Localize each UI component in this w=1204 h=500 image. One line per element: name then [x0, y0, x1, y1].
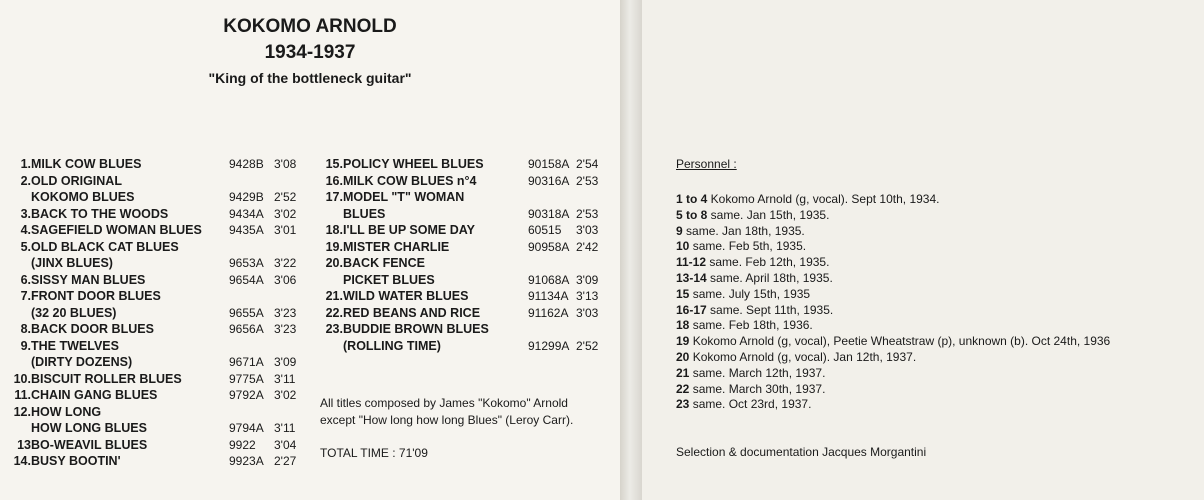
personnel-details: Kokomo Arnold (g, vocal), Peetie Wheatstraw (p), unknown (b). Oct 24th, 1936: [689, 334, 1111, 349]
track-catalog: 9653A: [229, 256, 264, 270]
track-catalog: 9654A: [229, 272, 264, 287]
track-catalog: 9794A: [229, 421, 264, 435]
track-number: 20.: [325, 256, 343, 270]
track-title: [13, 453, 121, 470]
personnel-entry: [676, 318, 1110, 334]
track-catalog: 90958A: [528, 239, 570, 254]
personnel-details: same. Oct 23rd, 1937.: [689, 397, 812, 412]
track-title: [20, 173, 135, 206]
personnel-entry: [676, 350, 1110, 366]
track-duration: 2'52: [274, 190, 297, 204]
track-catalog: 91162A: [528, 305, 569, 320]
track-title-line: SAGEFIELD WOMAN BLUES: [31, 223, 202, 237]
personnel-entry: [676, 255, 1110, 271]
track-catalog: 90318A: [528, 206, 570, 221]
track-catalog: 60515: [528, 223, 562, 237]
personnel-entry: [676, 334, 1110, 350]
track-duration: 3'02: [274, 388, 297, 402]
personnel-entry: [676, 397, 1110, 413]
track-number: 11.: [14, 388, 31, 402]
composer-note: [320, 395, 573, 429]
track-title: [325, 189, 465, 222]
track-title-line: MODEL "T" WOMAN: [343, 190, 465, 204]
track-title-line: BACK TO THE WOODS: [31, 206, 169, 221]
personnel-list: [676, 192, 1110, 413]
track-title-line: WILD WATER BLUES: [343, 289, 469, 303]
personnel-entry: [676, 208, 1110, 224]
track-title-line: FRONT DOOR BLUES: [31, 289, 161, 303]
personnel-entry: [676, 239, 1110, 255]
personnel-entry: [676, 366, 1110, 382]
album-subtitle: "King of the bottleneck guitar": [208, 70, 412, 86]
track-catalog: 9434A: [229, 206, 264, 221]
track-title: [20, 288, 161, 321]
personnel-tracks: 19: [676, 334, 690, 349]
track-duration: 2'42: [576, 239, 599, 254]
track-title: [13, 404, 147, 437]
track-title-line: BISCUIT ROLLER BLUES: [31, 371, 182, 386]
track-duration: 3'11: [274, 371, 296, 386]
personnel-entry: [676, 224, 1110, 240]
track-number: 10.: [13, 371, 31, 386]
personnel-details: same. Feb 5th, 1935.: [689, 239, 807, 254]
track-number: 12.: [13, 404, 31, 419]
track-title: [325, 288, 469, 305]
track-title-line: (32 20 BLUES): [31, 305, 117, 320]
track-title-line: (DIRTY DOZENS): [31, 355, 133, 369]
personnel-entry: [676, 382, 1110, 398]
personnel-tracks: 10: [676, 239, 690, 254]
track-title-line: BO-WEAVIL BLUES: [31, 437, 148, 452]
track-title-line: HOW LONG: [31, 404, 102, 419]
track-duration: 2'54: [576, 157, 599, 171]
track-catalog: 9655A: [229, 305, 264, 320]
track-catalog: 9923A: [229, 454, 264, 468]
track-title: [325, 156, 484, 173]
track-title: [17, 437, 148, 454]
track-title: [20, 156, 142, 173]
track-title: [325, 255, 435, 288]
personnel-tracks: 9: [676, 223, 683, 238]
track-number: 7.: [20, 289, 31, 303]
personnel-tracks: 13-14: [676, 270, 707, 285]
track-catalog: 90316A: [528, 173, 570, 188]
track-title-line: PICKET BLUES: [343, 272, 435, 287]
track-duration: 3'02: [274, 206, 297, 221]
track-number: 23.: [325, 322, 343, 336]
track-number: 19.: [325, 239, 343, 254]
personnel-details: same. Sept 11th, 1935.: [706, 302, 834, 317]
track-title: [20, 222, 202, 239]
track-title: [20, 338, 133, 371]
track-catalog: 9428B: [229, 157, 264, 171]
track-title-line: BACK DOOR BLUES: [31, 322, 154, 336]
personnel-details: Kokomo Arnold (g, vocal). Sept 10th, 1934.: [707, 192, 940, 206]
track-title-line: (JINX BLUES): [31, 256, 113, 270]
track-duration: 2'52: [576, 338, 599, 353]
track-title: [325, 305, 481, 322]
track-number: 18.: [325, 223, 343, 237]
track-catalog: 9775A: [229, 371, 264, 386]
track-title: [20, 206, 169, 223]
track-title-line: BACK FENCE: [343, 256, 425, 270]
track-duration: 3'09: [576, 272, 599, 287]
track-title: [20, 272, 146, 289]
track-number: 17.: [325, 190, 343, 204]
personnel-details: same. Jan 18th, 1935.: [682, 223, 805, 238]
personnel-tracks: 16-17: [676, 302, 707, 317]
album-title: KOKOMO ARNOLD: [223, 16, 397, 37]
track-title: [20, 239, 179, 272]
track-title-line: SISSY MAN BLUES: [31, 272, 146, 287]
personnel-details: same. July 15th, 1935: [689, 286, 811, 301]
track-title-line: BUDDIE BROWN BLUES: [343, 322, 489, 336]
personnel-details: same. March 30th, 1937.: [689, 381, 826, 396]
track-title-line: POLICY WHEEL BLUES: [343, 157, 484, 171]
track-number: 22.: [325, 305, 343, 320]
personnel-entry: [676, 192, 1110, 208]
track-title: [13, 371, 182, 388]
track-duration: 3'13: [576, 289, 599, 303]
track-number: 9.: [20, 338, 31, 353]
personnel-tracks: 22: [676, 381, 690, 396]
personnel-tracks: 20: [676, 349, 690, 364]
track-catalog: 9792A: [229, 388, 264, 402]
track-number: 15.: [325, 157, 343, 171]
track-duration: 2'53: [576, 173, 599, 188]
personnel-details: same. Jan 15th, 1935.: [707, 207, 830, 222]
personnel-entry: [676, 271, 1110, 287]
track-title: [14, 387, 158, 404]
track-duration: 3'11: [274, 421, 296, 435]
track-title-line: MISTER CHARLIE: [343, 239, 450, 254]
track-duration: 3'08: [274, 157, 297, 171]
track-title: [325, 173, 477, 190]
page-gutter: [620, 0, 642, 500]
track-title: [325, 239, 450, 256]
track-number: 2.: [20, 173, 31, 188]
track-title-line: (ROLLING TIME): [343, 338, 441, 353]
track-number: 21.: [325, 289, 343, 303]
track-number: 14.: [13, 454, 31, 468]
track-number: 13: [17, 437, 31, 452]
track-catalog: 91134A: [528, 289, 569, 303]
personnel-tracks: 23: [676, 397, 690, 412]
track-title-line: OLD ORIGINAL: [31, 173, 122, 188]
track-catalog: 9671A: [229, 355, 264, 369]
track-number: 1.: [20, 157, 31, 171]
track-duration: 2'53: [576, 206, 599, 221]
track-title-line: BLUES: [343, 206, 386, 221]
personnel-entry: [676, 303, 1110, 319]
track-number: 6.: [20, 272, 31, 287]
personnel-heading: Personnel :: [676, 157, 737, 171]
track-catalog: 9435A: [229, 223, 264, 237]
track-title-line: THE TWELVES: [31, 338, 119, 353]
personnel-tracks: 1 to 4: [676, 192, 708, 206]
track-title-line: CHAIN GANG BLUES: [31, 388, 158, 402]
personnel-details: same. Feb 12th, 1935.: [706, 255, 830, 270]
track-catalog: 90158A: [528, 157, 570, 171]
track-title-line: KOKOMO BLUES: [31, 190, 135, 204]
track-title-line: MILK COW BLUES n°4: [343, 173, 477, 188]
track-duration: 2'27: [274, 454, 297, 468]
track-title: [325, 222, 475, 239]
personnel-tracks: 15: [676, 286, 690, 301]
personnel-tracks: 18: [676, 318, 690, 333]
track-catalog: 91068A: [528, 272, 570, 287]
track-title-line: RED BEANS AND RICE: [343, 305, 481, 320]
personnel-tracks: 11-12: [676, 255, 707, 270]
track-number: 3.: [20, 206, 31, 221]
track-duration: 3'01: [274, 223, 297, 237]
track-catalog: 9922: [229, 437, 256, 452]
track-catalog: 9429B: [229, 190, 264, 204]
track-duration: 3'04: [274, 437, 297, 452]
track-duration: 3'09: [274, 355, 297, 369]
composer-note-line-2: except "How long how long Blues" (Leroy Carr).: [320, 413, 574, 427]
personnel-details: same. March 12th, 1937.: [689, 365, 826, 380]
track-number: 16.: [325, 173, 343, 188]
personnel-details: same. Feb 18th, 1936.: [689, 318, 813, 333]
track-duration: 3'23: [274, 305, 297, 320]
track-number: 8.: [20, 322, 31, 336]
track-title-line: I'LL BE UP SOME DAY: [343, 223, 475, 237]
personnel-entry: [676, 287, 1110, 303]
track-title-line: HOW LONG BLUES: [31, 421, 147, 435]
track-duration: 3'22: [274, 256, 297, 270]
track-duration: 3'23: [274, 322, 297, 336]
track-number: 4.: [20, 223, 31, 237]
composer-note-line-1: All titles composed by James "Kokomo" Arnold: [320, 396, 568, 410]
track-catalog: 91299A: [528, 338, 570, 353]
track-title: [20, 321, 154, 338]
track-duration: 3'03: [576, 223, 599, 237]
track-title-line: OLD BLACK CAT BLUES: [31, 239, 179, 254]
personnel-details: Kokomo Arnold (g, vocal). Jan 12th, 1937.: [689, 349, 917, 364]
track-number: 5.: [20, 239, 31, 254]
track-duration: 3'06: [274, 272, 297, 287]
total-time: TOTAL TIME : 71'09: [320, 446, 428, 460]
personnel-tracks: 21: [676, 365, 690, 380]
track-title-line: BUSY BOOTIN': [31, 454, 121, 468]
track-duration: 3'03: [576, 305, 599, 320]
track-title: [325, 321, 489, 354]
track-title-line: MILK COW BLUES: [31, 157, 142, 171]
album-years: 1934-1937: [264, 42, 356, 63]
personnel-tracks: 5 to 8: [676, 207, 708, 222]
track-catalog: 9656A: [229, 322, 264, 336]
personnel-details: same. April 18th, 1935.: [706, 270, 833, 285]
credit-line: Selection & documentation Jacques Morgantini: [676, 445, 927, 459]
